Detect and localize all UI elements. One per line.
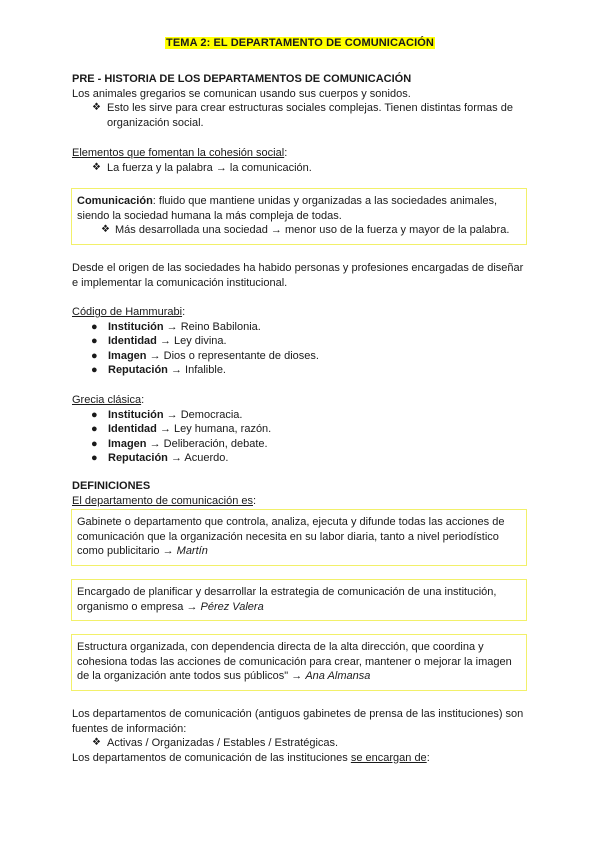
item-text: → Dios o representante de dioses.: [146, 349, 319, 362]
hammurabi-label-line: [72, 305, 528, 320]
diamond-bullet-icon: ❖: [92, 102, 101, 113]
section-grecia: [72, 393, 528, 466]
hammurabi-label: Código de Hammurabi: [72, 306, 183, 318]
item-term: Imagen: [108, 349, 147, 362]
cohesion-label: Elementos que fomentan la cohesión social: [72, 147, 285, 159]
definition-author: Martín: [176, 545, 208, 557]
definition-box: [71, 579, 527, 621]
last-underlined: se encargan de: [350, 751, 427, 764]
definition-text: Encargado de planificar y desarrollar la estrategia de comunicación de una institución, organismo o empresa →: [77, 586, 497, 613]
colon-text: :: [182, 306, 186, 318]
comunicacion-box: [71, 188, 527, 245]
item-term: Reputación: [108, 452, 168, 464]
dot-bullet-icon: ●: [91, 320, 98, 333]
last-prefix: Los departamentos de comunicación de las instituciones: [72, 751, 351, 764]
hammurabi-item: [72, 320, 528, 335]
definiciones-label: El departamento de comunicación es: [72, 494, 253, 507]
hammurabi-item: [72, 334, 528, 349]
grecia-item: [72, 437, 528, 452]
item-term: Reputación: [108, 364, 168, 376]
item-text: → Reino Babilonia.: [163, 320, 261, 333]
section-cohesion: [72, 146, 528, 175]
section-definiciones: [72, 479, 528, 508]
grecia-label: Grecia clásica: [72, 394, 142, 406]
item-text: → Democracia.: [163, 408, 243, 421]
dot-bullet-icon: ●: [91, 408, 98, 421]
section-departamentos: [72, 707, 528, 765]
pre-intro: Los animales gregarios se comunican usando sus cuerpos y sonidos.: [72, 87, 411, 100]
colon-text: :: [284, 147, 288, 159]
definition-author: Ana Almansa: [305, 670, 371, 682]
item-term: Identidad: [108, 335, 157, 347]
definiciones-label-line: [72, 494, 528, 509]
grecia-item: [72, 451, 528, 466]
dot-bullet-icon: ●: [91, 452, 98, 464]
diamond-bullet-icon: ❖: [101, 224, 110, 235]
grecia-item: [72, 422, 528, 437]
cohesion-bullet-text: La fuerza y la palabra → la comunicación.: [107, 161, 312, 174]
pre-bullet-text: Esto les sirve para crear estructuras sociales complejas. Tienen distintas formas de organización social.: [107, 102, 513, 129]
title-highlight: TEMA 2: EL DEPARTAMENTO DE COMUNICACIÓN: [166, 37, 434, 49]
comunicacion-bullet-text: Más desarrollada una sociedad → menor uso de la fuerza y mayor de la palabra.: [115, 224, 510, 236]
dot-bullet-icon: ●: [91, 349, 98, 362]
definition-text: Estructura organizada, con dependencia directa de la alta dirección, que coordina y cohesiona todas las acciones de comunicación para crear, mantener o mejorar la imagen de la organización ante todos sus públicos" →: [77, 641, 512, 682]
item-text: → Infalible.: [167, 364, 226, 376]
page-title: [0, 36, 600, 51]
comunicacion-bullet: [77, 223, 521, 238]
colon-text: :: [253, 494, 257, 507]
dot-bullet-icon: ●: [91, 437, 98, 450]
definition-author: Pérez Valera: [200, 600, 264, 613]
item-term: Imagen: [108, 437, 147, 450]
last-suffix: :: [426, 751, 430, 764]
grecia-item: [72, 408, 528, 423]
definition-text: Gabinete o departamento que controla, analiza, ejecuta y difunde todas las acciones de comunicación que la organización necesita en su labor diaria, tanto a nivel periodístico como publicitario →: [77, 516, 505, 557]
hammurabi-item: [72, 363, 528, 378]
definiciones-heading: DEFINICIONES: [72, 480, 151, 492]
departamentos-bullet: [72, 736, 528, 751]
item-term: Identidad: [108, 423, 157, 435]
pre-bullet: [72, 101, 528, 130]
comunicacion-term: Comunicación: [77, 195, 153, 207]
comunicacion-definition: [77, 194, 521, 223]
departamentos-bullet-text: Activas / Organizadas / Estables / Estratégicas.: [107, 737, 339, 749]
item-term: Institución: [108, 320, 164, 333]
departamentos-paragraph: Los departamentos de comunicación (antiguos gabinetes de prensa de las instituciones) son fuentes de información:: [72, 708, 524, 735]
comunicacion-text: : fluido que mantiene unidas y organizadas a las sociedades animales, siendo la sociedad humana la más compleja de todas.: [77, 195, 498, 222]
section-hammurabi: [72, 305, 528, 378]
cohesion-bullet: [72, 161, 528, 176]
pre-heading: PRE - HISTORIA DE LOS DEPARTAMENTOS DE COMUNICACIÓN: [72, 73, 412, 85]
origen-paragraph: Desde el origen de las sociedades ha habido personas y profesiones encargadas de diseñar e implementar la comunicación institucional.: [72, 262, 524, 289]
section-pre: [72, 72, 528, 130]
item-text: → Acuerdo.: [167, 452, 229, 464]
diamond-bullet-icon: ❖: [92, 737, 101, 748]
definition-box: [71, 509, 527, 566]
definition-box: [71, 634, 527, 691]
dot-bullet-icon: ●: [91, 335, 98, 347]
colon-text: :: [141, 394, 145, 406]
grecia-label-line: [72, 393, 528, 408]
item-text: → Deliberación, debate.: [146, 437, 268, 450]
dot-bullet-icon: ●: [91, 423, 98, 435]
item-text: → Ley humana, razón.: [156, 423, 272, 435]
hammurabi-item: [72, 349, 528, 364]
dot-bullet-icon: ●: [91, 364, 98, 376]
item-text: → Ley divina.: [156, 335, 227, 347]
departamentos-last-line: [72, 751, 528, 766]
cohesion-label-line: [72, 146, 528, 161]
item-term: Institución: [108, 408, 164, 421]
diamond-bullet-icon: ❖: [92, 161, 101, 173]
